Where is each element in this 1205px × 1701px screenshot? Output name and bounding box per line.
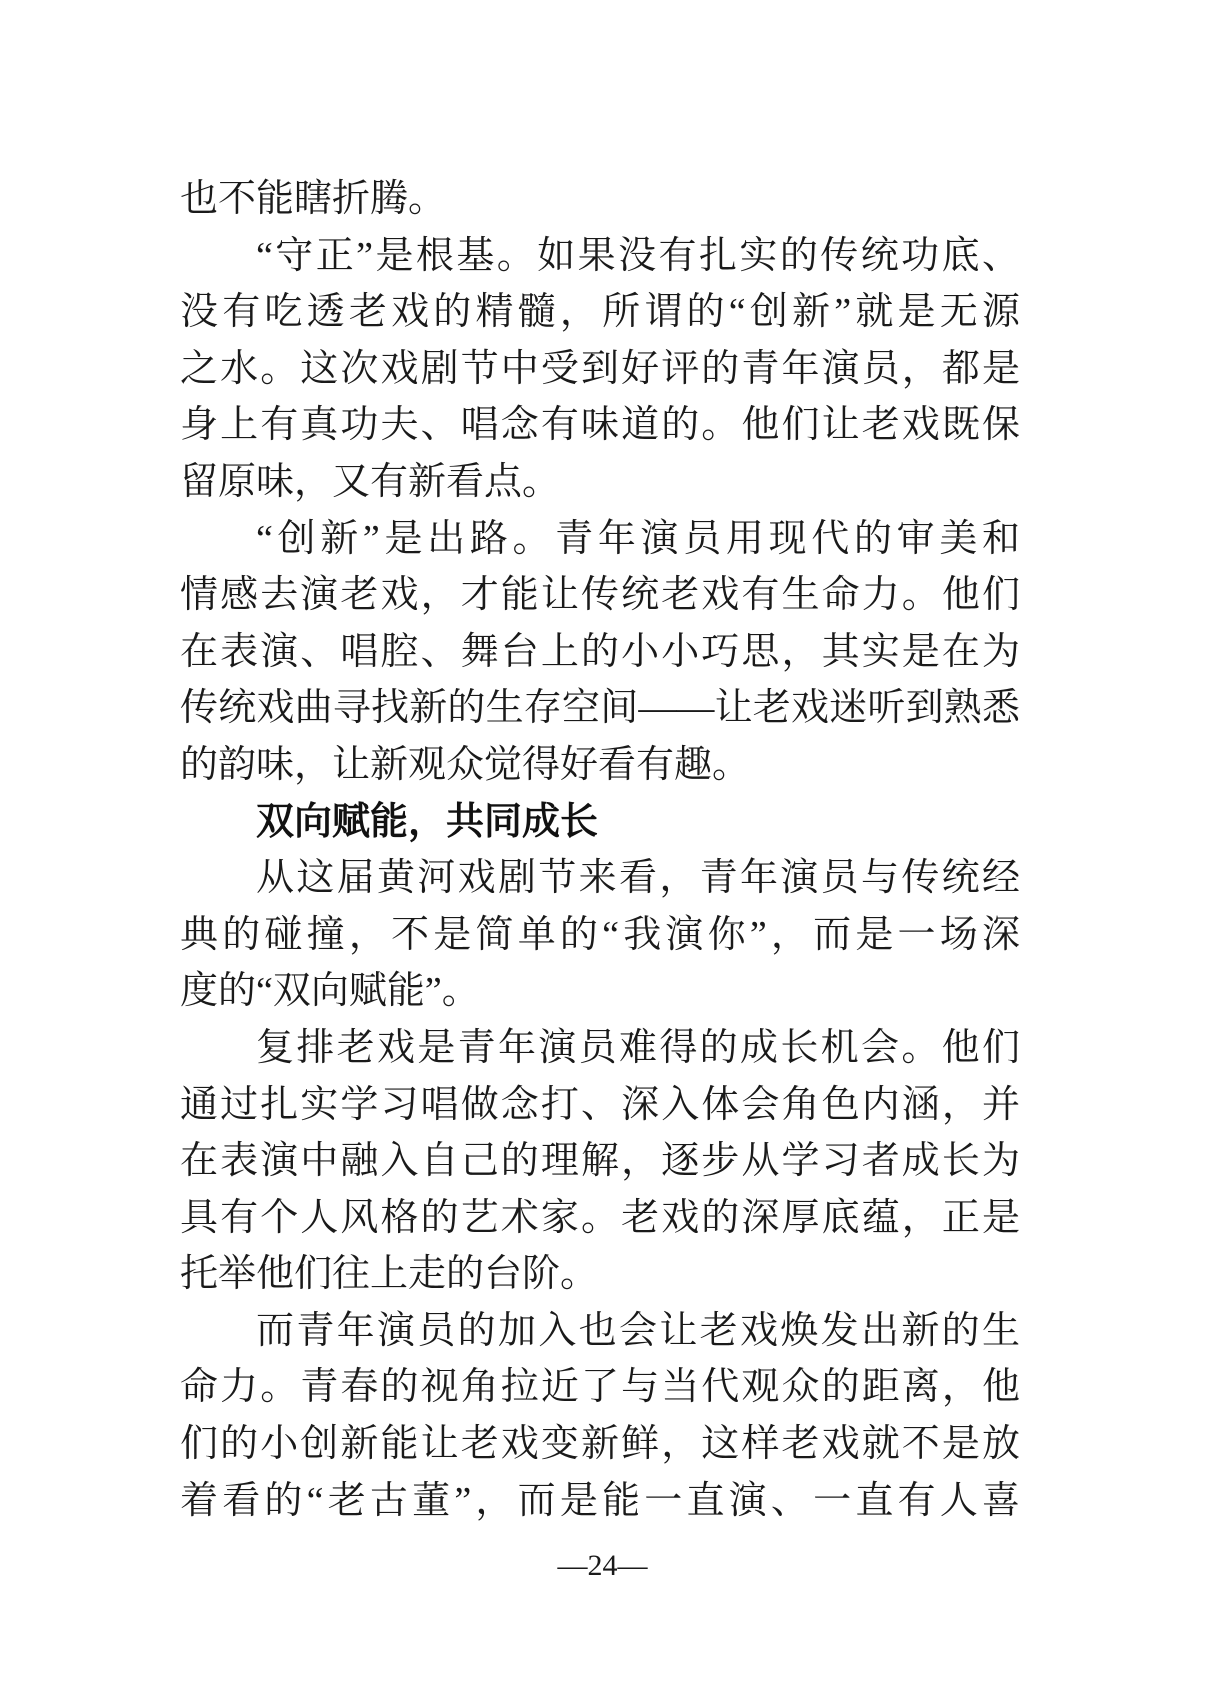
text-line: 具有个人风格的艺术家。老戏的深厚底蕴，正是 — [180, 1196, 1020, 1239]
text-line: 复排老戏是青年演员难得的成长机会。他们 — [256, 1026, 1020, 1069]
text-line: 的韵味，让新观众觉得好看有趣。 — [180, 743, 751, 786]
section-heading: 双向赋能，共同成长 — [256, 800, 599, 843]
text-line: 度的“双向赋能”。 — [180, 970, 480, 1013]
text-line: 着看的“老古董”，而是能一直演、一直有人喜 — [180, 1479, 1020, 1522]
text-line: 们的小创新能让老戏变新鲜，这样老戏就不是放 — [180, 1423, 1020, 1466]
text-line: 从这届黄河戏剧节来看，青年演员与传统经 — [256, 857, 1020, 900]
text-line: “创新”是出路。青年演员用现代的审美和 — [256, 517, 1020, 560]
text-line: 而青年演员的加入也会让老戏焕发出新的生 — [256, 1309, 1020, 1352]
text-line: 托举他们往上走的台阶。 — [180, 1253, 599, 1296]
text-line: 命力。青春的视角拉近了与当代观众的距离，他 — [180, 1366, 1020, 1409]
text-line: 留原味，又有新看点。 — [180, 460, 561, 503]
text-line: 典的碰撞，不是简单的“我演你”，而是一场深 — [180, 913, 1020, 956]
text-line: 没有吃透老戏的精髓，所谓的“创新”就是无源 — [180, 291, 1020, 334]
text-body — [180, 171, 1020, 1529]
text-line: 之水。这次戏剧节中受到好评的青年演员，都是 — [180, 347, 1020, 390]
text-line: 身上有真功夫、唱念有味道的。他们让老戏既保 — [180, 404, 1020, 447]
text-line: 情感去演老戏，才能让传统老戏有生命力。他们 — [180, 574, 1020, 617]
text-line: 传统戏曲寻找新的生存空间——让老戏迷听到熟悉 — [180, 687, 1020, 730]
text-line: “守正”是根基。如果没有扎实的传统功底、 — [256, 234, 1020, 277]
text-line: 通过扎实学习唱做念打、深入体会角色内涵，并 — [180, 1083, 1020, 1126]
text-line: 也不能瞎折腾。 — [180, 178, 447, 220]
page-number: —24— — [557, 1549, 648, 1582]
page-footer — [0, 1548, 1205, 1584]
text-line: 在表演、唱腔、舞台上的小小巧思，其实是在为 — [180, 630, 1020, 673]
text-line: 在表演中融入自己的理解，逐步从学习者成长为 — [180, 1140, 1020, 1183]
